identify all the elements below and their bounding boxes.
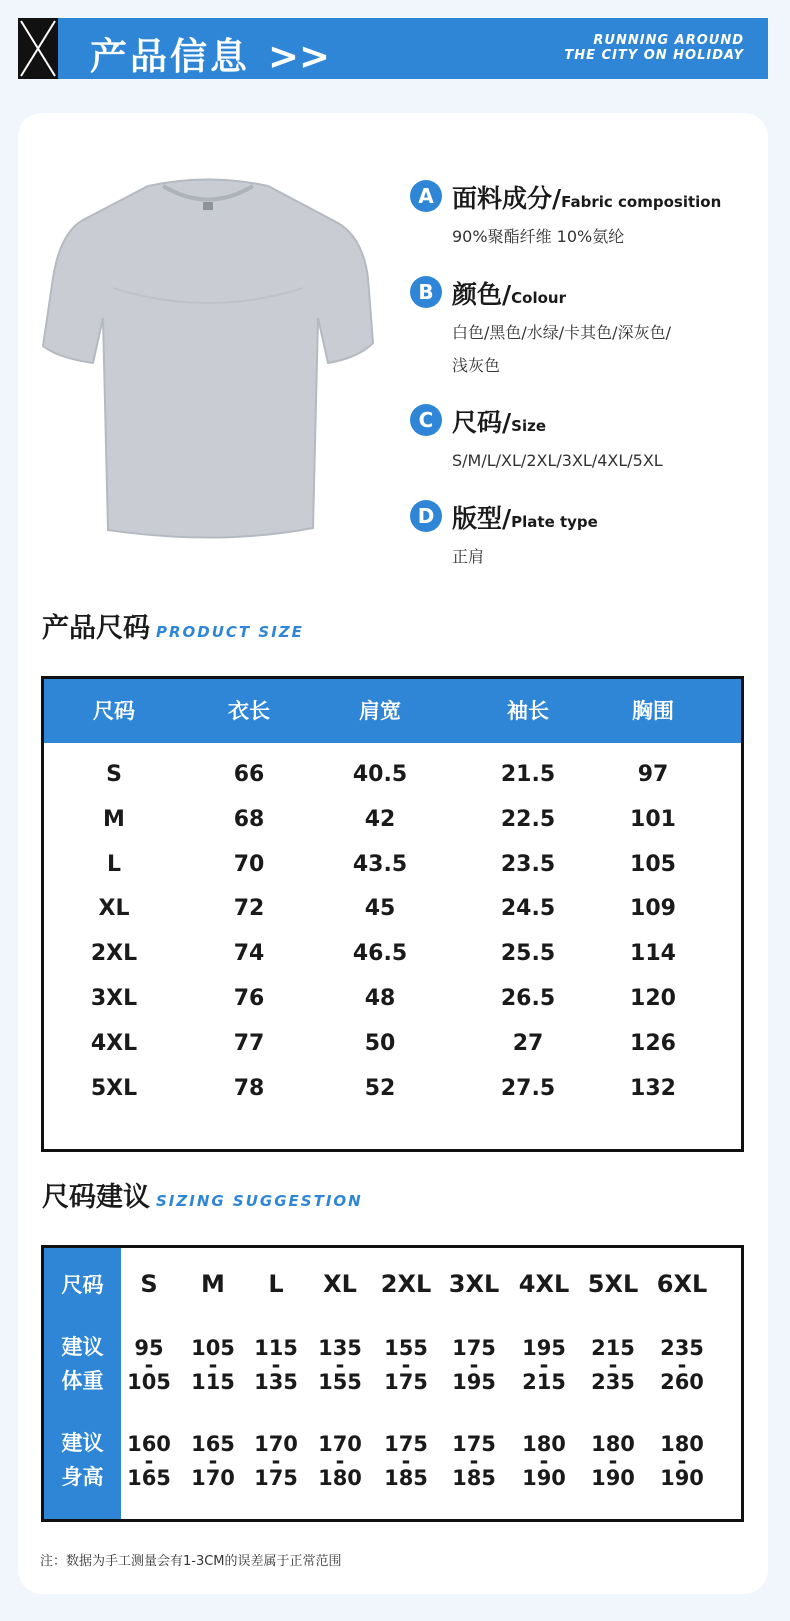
range-line: 135 (254, 1370, 298, 1394)
size-cell: L (106, 851, 122, 877)
range-line: 190 (591, 1466, 635, 1490)
spec-title-cn: 尺码/ (452, 408, 512, 437)
table-cell: 40.5 (352, 762, 408, 787)
spec-title-en: Colour (511, 289, 566, 307)
section-title-cn: 尺码建议 (42, 1182, 150, 1213)
column-header: 尺码 (93, 699, 135, 723)
range-line: 215 (591, 1336, 635, 1360)
page-title-text: 产品信息 (90, 35, 250, 78)
range-line: 165 (127, 1466, 171, 1490)
suggestion-size: 5XL (587, 1270, 639, 1298)
table-cell: 101 (630, 806, 676, 832)
range-line: 235 (660, 1336, 704, 1360)
range-line: 175 (384, 1432, 428, 1456)
range-line: 170 (191, 1466, 235, 1490)
spec-title (452, 275, 566, 311)
range-line: 160 (127, 1432, 171, 1456)
range-line: 190 (660, 1466, 704, 1490)
range-line: 215 (522, 1370, 566, 1394)
height-range (384, 1432, 428, 1490)
range-line: - (335, 1353, 345, 1377)
badge-d: D (410, 500, 442, 532)
spec-title-cn: 面料成分/ (452, 184, 562, 213)
section-title-en: PRODUCT SIZE (156, 623, 304, 641)
range-line: 175 (452, 1336, 496, 1360)
range-line: 195 (452, 1370, 496, 1394)
product-size-table (41, 676, 744, 1152)
range-line: 185 (452, 1466, 496, 1490)
header-slogan (564, 33, 744, 63)
table-cell: 46.5 (352, 941, 408, 967)
height-range (318, 1432, 362, 1490)
range-line: 175 (384, 1370, 428, 1394)
header-banner (18, 18, 768, 79)
range-line: 115 (254, 1336, 298, 1360)
spec-title-cn: 版型/ (452, 504, 512, 533)
weight-range (254, 1336, 298, 1394)
range-line: - (608, 1353, 618, 1377)
table-cell: 21.5 (500, 762, 556, 787)
height-range (191, 1432, 235, 1490)
table-cell: 45 (364, 896, 396, 922)
table-cell: 24.5 (500, 896, 556, 922)
spec-title (452, 403, 546, 439)
slogan-line-1: RUNNING AROUND (593, 33, 744, 48)
column-header: 胸围 (632, 699, 674, 723)
range-line: 170 (254, 1432, 298, 1456)
table-header (44, 679, 741, 743)
table-cell: 126 (630, 1030, 676, 1056)
height-label-line: 身高 (61, 1465, 104, 1489)
table-cell: 105 (630, 851, 676, 877)
spec-value (452, 316, 671, 382)
height-row-label (44, 1426, 121, 1494)
table-cell: 120 (630, 986, 676, 1011)
table-cell: 50 (364, 1030, 396, 1056)
range-line: - (271, 1449, 281, 1473)
range-line: 170 (318, 1432, 362, 1456)
height-range (522, 1432, 566, 1490)
size-cell: 4XL (90, 1030, 138, 1056)
size-cell: 5XL (90, 1075, 138, 1101)
height-range (452, 1432, 496, 1490)
table-cell: 68 (233, 806, 265, 832)
range-line: - (677, 1449, 687, 1473)
range-line: - (677, 1353, 687, 1377)
range-line: - (469, 1353, 479, 1377)
spec-value-line: 浅灰色 (452, 356, 501, 375)
table-cell: 48 (364, 986, 396, 1011)
section-title-cn: 产品尺码 (42, 613, 150, 644)
weight-range (127, 1336, 171, 1394)
range-line: - (144, 1449, 154, 1473)
column-header: 衣长 (228, 699, 270, 723)
range-line: 175 (254, 1466, 298, 1490)
header-bar (58, 18, 768, 79)
sizing-suggestion-heading (42, 1175, 363, 1214)
product-card (18, 113, 768, 1594)
spec-value-line: S/M/L/XL/2XL/3XL/4XL/5XL (452, 451, 663, 470)
range-line: 175 (452, 1432, 496, 1456)
column-header: 袖长 (507, 699, 549, 723)
table-cell: 72 (233, 896, 265, 922)
table-cell: 109 (630, 896, 676, 922)
size-cell: XL (98, 896, 130, 922)
range-line: - (271, 1353, 281, 1377)
table-cell: 132 (630, 1075, 676, 1101)
range-line: - (539, 1449, 549, 1473)
table-cell: 22.5 (500, 806, 556, 832)
table-cell: 42 (364, 806, 396, 832)
range-line: - (401, 1449, 411, 1473)
weight-range (318, 1336, 362, 1394)
table-cell: 78 (233, 1075, 265, 1101)
spec-value (452, 444, 663, 477)
table-cell: 27 (512, 1030, 544, 1056)
range-line: - (208, 1449, 218, 1473)
suggestion-size: XL (323, 1270, 357, 1298)
spec-value-line: 白色/黑色/水绿/卡其色/深灰色/ (452, 323, 671, 342)
weight-row-label (44, 1330, 121, 1398)
suggestion-size: 3XL (448, 1270, 500, 1298)
spec-title (452, 179, 721, 215)
double-arrow-icon: >> (268, 35, 331, 78)
range-line: - (208, 1353, 218, 1377)
range-line: 235 (591, 1370, 635, 1394)
spec-title-en: Plate type (511, 513, 598, 531)
table-cell: 25.5 (500, 941, 556, 967)
weight-label-line: 建议 (61, 1335, 104, 1359)
range-line: 105 (127, 1370, 171, 1394)
weight-range (522, 1336, 566, 1394)
range-line: 180 (591, 1432, 635, 1456)
range-line: - (469, 1449, 479, 1473)
size-cell: S (106, 762, 122, 787)
spec-title-en: Size (511, 417, 546, 435)
suggestion-size: 4XL (518, 1270, 570, 1298)
suggestion-size: 2XL (380, 1270, 432, 1298)
suggestion-size: S (140, 1270, 158, 1298)
sizing-suggestion-table (41, 1245, 744, 1522)
range-line: 95 (134, 1336, 164, 1360)
range-line: 115 (191, 1370, 235, 1394)
spec-title-en: Fabric composition (561, 193, 722, 211)
range-line: 155 (384, 1336, 428, 1360)
suggestion-size: L (268, 1270, 284, 1298)
badge-a: A (410, 180, 442, 212)
table-cell: 26.5 (500, 986, 556, 1011)
table-cell: 74 (233, 941, 265, 967)
size-row-label: 尺码 (61, 1273, 104, 1297)
spec-value (452, 220, 624, 253)
table-cell: 76 (233, 986, 265, 1011)
badge-c: C (410, 404, 442, 436)
range-line: 180 (522, 1432, 566, 1456)
range-line: - (401, 1353, 411, 1377)
height-range (254, 1432, 298, 1490)
range-line: - (144, 1353, 154, 1377)
page-title (90, 26, 330, 80)
height-range (660, 1432, 704, 1490)
table-cell: 97 (637, 762, 669, 787)
slogan-line-2: THE CITY ON HOLIDAY (564, 48, 744, 63)
table-cell: 66 (233, 762, 265, 787)
range-line: 155 (318, 1370, 362, 1394)
range-line: 165 (191, 1432, 235, 1456)
table-cell: 27.5 (500, 1075, 556, 1101)
table-cell: 52 (364, 1075, 396, 1101)
column-header: 肩宽 (359, 699, 401, 723)
height-label-line: 建议 (61, 1431, 104, 1455)
range-line: 185 (384, 1466, 428, 1490)
weight-range (660, 1336, 704, 1394)
spec-value-line: 90%聚酯纤维 10%氨纶 (452, 227, 625, 246)
range-line: 260 (660, 1370, 704, 1394)
range-line: 195 (522, 1336, 566, 1360)
weight-range (591, 1336, 635, 1394)
x-logo-icon (18, 18, 58, 79)
range-line: 135 (318, 1336, 362, 1360)
table-cell: 77 (233, 1030, 265, 1056)
spec-value-line: 正肩 (452, 547, 485, 566)
suggestion-size: M (201, 1270, 225, 1298)
tshirt-image (38, 168, 378, 548)
weight-range (191, 1336, 235, 1394)
suggestion-size: 6XL (656, 1270, 708, 1298)
product-size-heading (42, 606, 304, 645)
range-line: - (335, 1449, 345, 1473)
size-cell: 2XL (90, 941, 138, 967)
range-line: 105 (191, 1336, 235, 1360)
height-range (127, 1432, 171, 1490)
weight-range (452, 1336, 496, 1394)
badge-b: B (410, 276, 442, 308)
row-labels-column (44, 1248, 121, 1519)
table-cell: 70 (233, 851, 265, 877)
size-cell: M (103, 806, 125, 832)
range-line: 190 (522, 1466, 566, 1490)
weight-label-line: 体重 (61, 1369, 104, 1393)
section-title-en: SIZING SUGGESTION (156, 1192, 363, 1210)
range-line: - (539, 1353, 549, 1377)
size-cell: 3XL (90, 986, 138, 1011)
spec-value (452, 540, 484, 573)
range-line: - (608, 1449, 618, 1473)
table-cell: 114 (630, 941, 676, 967)
range-line: 180 (318, 1466, 362, 1490)
table-cell: 43.5 (352, 851, 408, 877)
spec-title-cn: 颜色/ (452, 280, 512, 309)
measurement-note: 注：数据为手工测量会有1-3CM的误差属于正常范围 (40, 1554, 342, 1569)
table-cell: 23.5 (500, 851, 556, 877)
height-range (591, 1432, 635, 1490)
range-line: 180 (660, 1432, 704, 1456)
weight-range (384, 1336, 428, 1394)
spec-title (452, 499, 598, 535)
